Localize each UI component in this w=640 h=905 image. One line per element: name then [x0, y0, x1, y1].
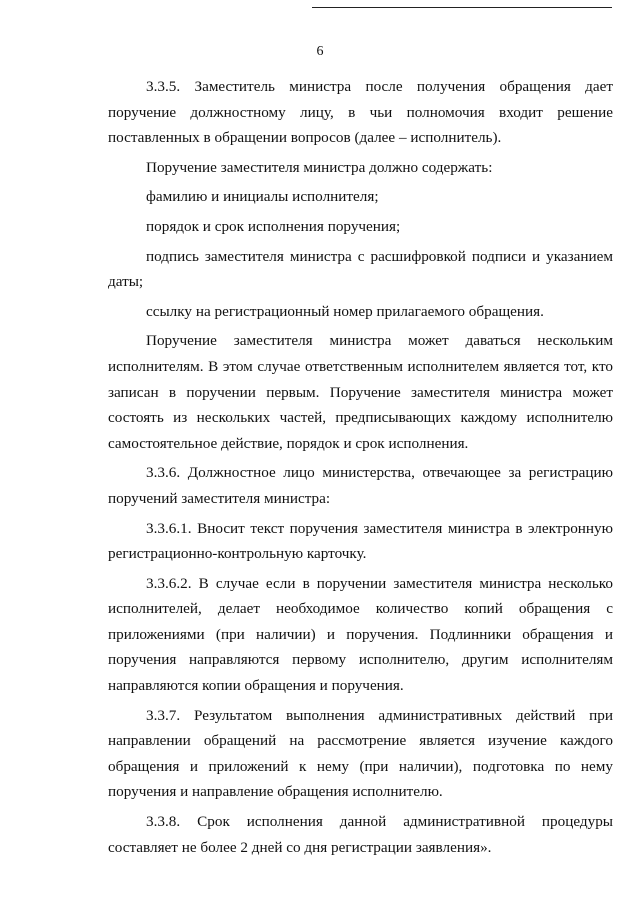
paragraph-several-executors: Поручение заместителя министра может даваться нескольким исполнителям. В этом случае ответственным исполнителем является тот, кто записан в поручении первым. Поручение заместителя министра может состоять из нескольких частей, предписывающих каждому исполнителю самостоятельное действие, порядок и срок исполнения. — [108, 332, 613, 452]
header-rule — [312, 7, 612, 8]
paragraph-3-3-6: 3.3.6. Должностное лицо министерства, отвечающее за регистрацию поручений заместителя министра: — [108, 464, 613, 507]
paragraph-3-3-8: 3.3.8. Срок исполнения данной административной процедуры составляет не более 2 дней со дня регистрации заявления». — [108, 813, 613, 856]
paragraph-3-3-6-2: 3.3.6.2. В случае если в поручении заместителя министра несколько исполнителей, делает необходимое количество копий обращения с приложениями (при наличии) и поручения. Подлинники обращения и поручения направляются первому исполнителю, другим исполнителям направляются копии обращения и поручения. — [108, 574, 613, 695]
paragraph-3-3-6-1: 3.3.6.1. Вносит текст поручения заместителя министра в электронную регистрационно-контрольную карточку. — [108, 519, 613, 563]
paragraph-order-contents: Поручение заместителя министра должно содержать: — [146, 158, 493, 176]
list-item-procedure: порядок и срок исполнения поручения; — [146, 217, 401, 235]
paragraph-3-3-7: 3.3.7. Результатом выполнения административных действий при направлении обращений на рассмотрение является изучение каждого обращения и приложений к нему (при наличии), подготовка по нему поручения и направление обращения исполнителю. — [108, 706, 613, 801]
paragraph-3-3-5: 3.3.5. Заместитель министра после получения обращения дает поручение должностному лицу, в чьи полномочия входит решение поставленных в обращении вопросов (далее – исполнитель). — [108, 78, 613, 147]
list-item-surname: фамилию и инициалы исполнителя; — [146, 188, 379, 206]
document-body — [108, 70, 613, 860]
list-item-signature: подпись заместителя министра с расшифровкой подписи и указанием даты; — [108, 247, 613, 291]
page-number: 6 — [316, 44, 324, 59]
list-item-reference: ссылку на регистрационный номер прилагаемого обращения. — [146, 302, 544, 320]
